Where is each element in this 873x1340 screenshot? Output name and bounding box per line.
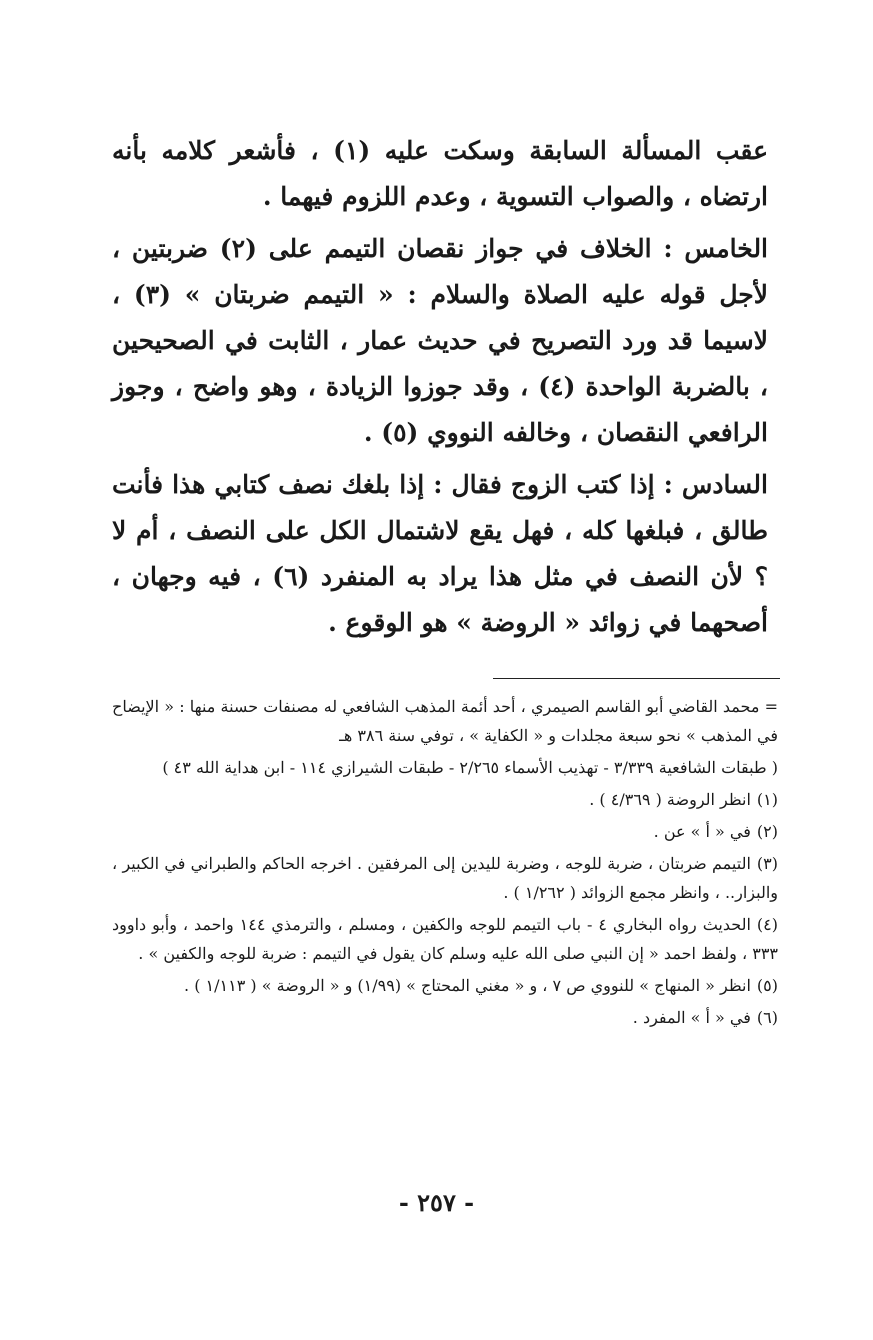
- footnote-4-number: (٤): [756, 915, 778, 934]
- footnotes: [112, 692, 778, 1035]
- footnote-3-text: التيمم ضربتان ، ضربة للوجه ، وضربة لليدين إلى المرفقين . اخرجه الحاكم والطبراني في الكبير ، والبزار.. ، وانظر مجمع الزوائد ( ١/٢٦٢ ) .: [112, 854, 778, 902]
- page-number: - ٢٥٧ -: [398, 1188, 475, 1217]
- footnote-6: [112, 1003, 778, 1032]
- footnote-3-number: (٣): [756, 854, 778, 873]
- paragraph-3-heading: السادس :: [663, 470, 768, 499]
- paragraph-2-heading: الخامس :: [663, 234, 769, 263]
- paragraph-2: [112, 226, 768, 456]
- footnote-4-text: الحديث رواه البخاري ٤ - باب التيمم للوجه والكفين ، ومسلم ، والترمذي ١٤٤ واحمد ، وأبو داوود ٣٣٣ ، ولفظ احمد « إن النبي صلى الله عليه وسلم كان يقول في التيمم : ضربة للوجه والكفين » .: [112, 915, 778, 963]
- main-text: [112, 128, 768, 652]
- footnote-6-text: في « أ » المفرد .: [632, 1008, 751, 1027]
- footnote-5: [112, 971, 778, 1000]
- paragraph-3: [112, 462, 768, 646]
- footnote-2-number: (٢): [756, 822, 778, 841]
- footnote-3: [112, 849, 778, 907]
- footnote-6-number: (٦): [756, 1008, 778, 1027]
- paragraph-1-text: عقب المسألة السابقة وسكت عليه (١) ، فأشعر كلامه بأنه ارتضاه ، والصواب التسوية ، وعدم اللزوم فيهما .: [112, 136, 768, 211]
- footnote-1-text: انظر الروضة ( ٤/٣٦٩ ) .: [589, 790, 751, 809]
- paragraph-1: [112, 128, 768, 220]
- footnote-1-number: (١): [756, 790, 778, 809]
- paragraph-3-text: إذا كتب الزوج فقال : إذا بلغك نصف كتابي هذا فأنت طالق ، فبلغها كله ، فهل يقع لاشتمال الكل على النصف ، أم لا ؟ لأن النصف في مثل هذا يراد به المنفرد (٦) ، فيه وجهان ، أصحهما في زوائد « الروضة » هو الوقوع .: [112, 470, 768, 637]
- footnote-1: [112, 785, 778, 814]
- footnote-separator: [493, 678, 780, 679]
- footnote-2-text: في « أ » عن .: [653, 822, 751, 841]
- footnote-5-number: (٥): [756, 976, 778, 995]
- footnote-2: [112, 817, 778, 846]
- footnote-5-text: انظر « المنهاج » للنووي ص ٧ ، و « مغني المحتاج » (١/٩٩) و « الروضة » ( ١/١١٣ ) .: [184, 976, 751, 995]
- footnote-continuation: = محمد القاضي أبو القاسم الصيمري ، أحد أئمة المذهب الشافعي له مصنفات حسنة منها : « الإيضاح في المذهب » نحو سبعة مجلدات و « الكفاية » ، توفي سنة ٣٨٦ هـ: [112, 697, 778, 745]
- footnote-continuation-sources: ( طبقات الشافعية ٣/٣٣٩ - تهذيب الأسماء ٢/٢٦٥ - طبقات الشيرازي ١١٤ - ابن هداية الله ٤٣ ): [162, 758, 778, 777]
- paragraph-2-text: الخلاف في جواز نقصان التيمم على (٢) ضربتين ، لأجل قوله عليه الصلاة والسلام : « التيمم ضربتان » (٣) ، لاسيما قد ورد التصريح في حديث عمار ، الثابت في الصحيحين ، بالضربة الواحدة (٤) ، وقد جوزوا الزيادة ، وهو واضح ، وجوز الرافعي النقصان ، وخالفه النووي (٥) .: [112, 234, 768, 447]
- footnote-4: [112, 910, 778, 968]
